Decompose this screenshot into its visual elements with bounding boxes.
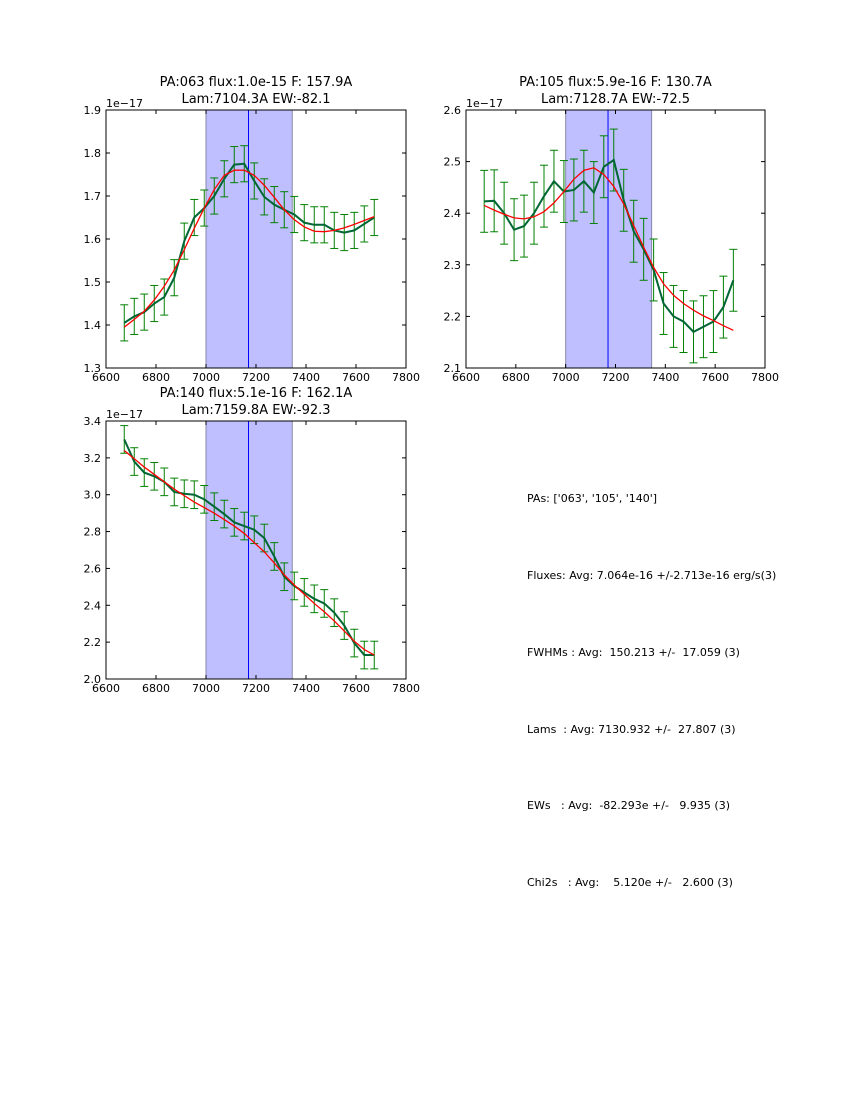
y-tick-label: 2.3 (443, 258, 461, 272)
x-tick-label: 7200 (242, 371, 270, 384)
stats-fwhms: FWHMs : Avg: 150.213 +/- 17.059 (3) (527, 645, 740, 659)
x-tick-label: 6800 (142, 682, 170, 695)
y-tick-label: 2.5 (443, 155, 461, 169)
y-tick-label: 2.4 (83, 599, 101, 613)
y-tick-label: 1.7 (83, 190, 101, 203)
x-tick-label: 6800 (501, 371, 530, 384)
x-tick-label: 7000 (192, 682, 220, 695)
x-tick-label: 7400 (292, 682, 320, 695)
y-tick-label: 2.4 (443, 207, 461, 221)
y-tick-label: 1.6 (83, 233, 101, 246)
x-tick-label: 7200 (601, 371, 630, 384)
stats-chi2s: Chi2s : Avg: 5.120e +/- 2.600 (3) (527, 876, 733, 890)
x-tick-label: 6600 (452, 371, 480, 384)
stats-pas: PAs: ['063', '105', '140'] (527, 492, 658, 506)
offset-label: 1e−17 (106, 97, 143, 110)
subplot-2 (444, 75, 780, 384)
y-tick-label: 3.0 (83, 488, 101, 502)
window-band (206, 110, 292, 368)
summary-stats (527, 435, 776, 947)
stats-fluxes: Fluxes: Avg: 7.064e-16 +/-2.713e-16 erg/s(3) (527, 568, 777, 582)
offset-label: 1e−17 (466, 97, 503, 110)
x-tick-label: 7400 (292, 371, 320, 384)
subplot-title: PA:063 flux:1.0e-15 F: 157.9A (159, 75, 353, 90)
y-tick-label: 2.0 (83, 673, 101, 686)
window-band (206, 421, 292, 679)
x-tick-label: 7600 (701, 371, 730, 384)
x-tick-label: 7400 (651, 371, 680, 384)
x-tick-label: 7600 (342, 682, 370, 695)
offset-label: 1e−17 (106, 408, 143, 421)
stats-lams: Lams : Avg: 7130.932 +/- 27.807 (3) (527, 722, 736, 736)
stats-ews: EWs : Avg: -82.293e +/- 9.935 (3) (527, 799, 730, 813)
y-tick-label: 2.2 (443, 310, 461, 324)
y-tick-label: 2.8 (83, 525, 101, 539)
x-tick-label: 7800 (392, 682, 420, 695)
subplot-subtitle: Lam:7159.8A EW:-92.3 (181, 403, 331, 418)
x-tick-label: 6600 (92, 371, 120, 384)
x-tick-label: 7000 (192, 371, 220, 384)
x-tick-label: 6600 (92, 682, 120, 695)
y-tick-label: 2.2 (83, 636, 101, 650)
subplot-3 (84, 386, 421, 695)
x-tick-label: 7000 (551, 371, 580, 384)
y-tick-label: 1.8 (83, 147, 101, 160)
y-tick-label: 1.3 (83, 362, 101, 375)
x-tick-label: 6800 (142, 371, 170, 384)
y-tick-label: 2.6 (443, 104, 461, 117)
subplot-subtitle: Lam:7104.3A EW:-82.1 (181, 92, 331, 107)
x-tick-label: 7200 (242, 682, 270, 695)
x-tick-label: 7800 (751, 371, 779, 384)
y-tick-label: 1.4 (83, 319, 101, 332)
y-tick-label: 2.1 (443, 362, 461, 375)
y-tick-label: 1.9 (83, 104, 101, 117)
y-tick-label: 3.4 (83, 415, 101, 428)
y-tick-label: 3.2 (83, 451, 101, 465)
y-tick-label: 1.5 (83, 276, 101, 289)
x-tick-label: 7600 (342, 371, 370, 384)
subplot-subtitle: Lam:7128.7A EW:-72.5 (540, 92, 691, 107)
subplot-1 (84, 75, 421, 384)
subplot-title: PA:140 flux:5.1e-16 F: 162.1A (159, 386, 353, 401)
subplot-title: PA:105 flux:5.9e-16 F: 130.7A (519, 75, 712, 90)
x-tick-label: 7800 (392, 371, 420, 384)
y-tick-label: 2.6 (83, 562, 101, 576)
